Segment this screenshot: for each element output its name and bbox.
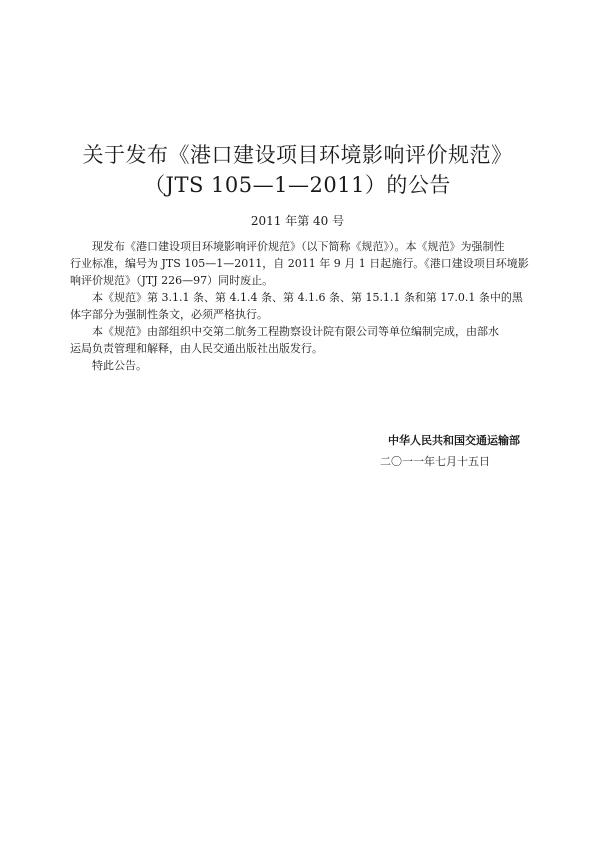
- notice-title-line-2: （JTS 105—1—2011）的公告: [144, 173, 451, 197]
- notice-body: [70, 238, 529, 374]
- paragraph-1-line-2: 行业标准，编号为 JTS 105—1—2011，自 2011 年 9 月 1 日起施行。《港口建设项目环境影: [70, 257, 529, 270]
- signature-date: 二〇一一年七月十五日: [380, 455, 490, 468]
- signature-organization: 中华人民共和国交通运输部: [388, 434, 520, 447]
- paragraph-1-line-3: 响评价规范》（JTJ 226—97）同时废止。: [70, 274, 274, 287]
- paragraph-1-line-1: 现发布《港口建设项目环境影响评价规范》（以下简称《规范》）。本《规范》为强制性: [92, 240, 505, 253]
- paragraph-2-line-1: 本《规范》第 3.1.1 条、第 4.1.4 条、第 4.1.6 条、第 15.1.1 条和第 17.0.1 条中的黑: [92, 291, 523, 304]
- paragraph-2-line-2: 体字部分为强制性条文，必须严格执行。: [70, 308, 268, 321]
- notice-title-line-1: 关于发布《港口建设项目环境影响评价规范》: [82, 143, 513, 167]
- paragraph-4-line-1: 特此公告。: [92, 359, 147, 372]
- paragraph-3-line-2: 运局负责管理和解释，由人民交通出版社出版发行。: [70, 342, 323, 355]
- issue-number: 2011 年第 40 号: [250, 214, 345, 228]
- paragraph-3-line-1: 本《规范》由部组织中交第二航务工程勘察设计院有限公司等单位编制完成，由部水: [92, 325, 499, 338]
